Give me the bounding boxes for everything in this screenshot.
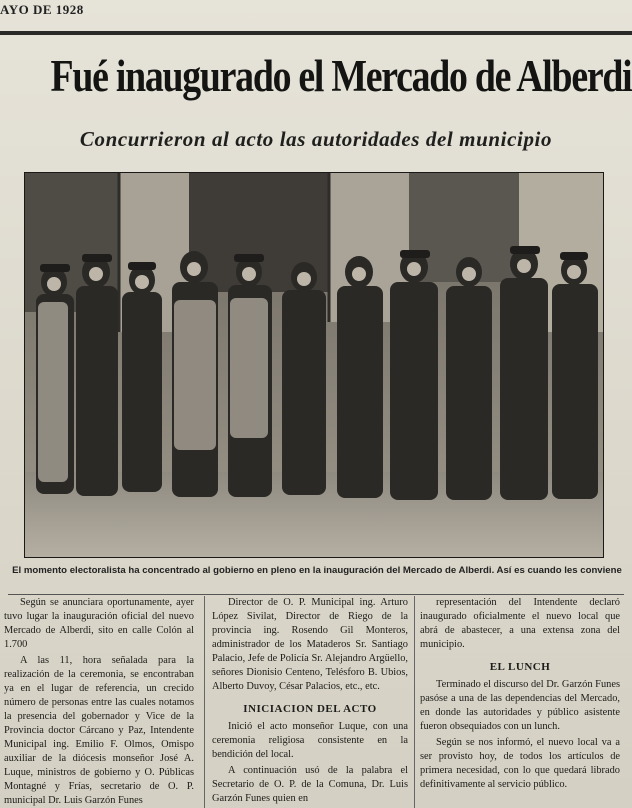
column-divider xyxy=(204,596,205,808)
paragraph: A las 11, hora señalada para la realización de la ceremonia, se encontraban ya en el lugar de referencia, un crecido número de personas entre las cuales notamos la presencia del gobernador y Vice de la Provincia doctor Cárcano y Paz, Intendente Municipal ing. Emilio F. Olmos, Omispo auxiliar de la diócesis monseñor José A. Luque, ministros de gobierno y O. Públicas Montagné y Frías, secretario de O. P. municipal Dr. Luis Garzón Funes xyxy=(4,655,194,806)
crowd-photo-illustration xyxy=(24,172,604,558)
paragraph: A continuación usó de la palabra el Secretario de O. P. de la Comuna, Dr. Luis Garzón Funes quien en xyxy=(212,765,408,804)
paragraph: Director de O. P. Municipal ing. Arturo López Sivilat, Director de Riego de la provincia ing. Rosendo Gil Monteros, administrador de los Mataderos Sr. Santiago Palacio, Jefe de Policía Sr. Alejandro Argüello, señores Dionisio Centeno, Telésforo B. Ubios, Alberto Duvoy, César Palacios, etc., etc. xyxy=(212,597,408,692)
article-column-1 xyxy=(4,596,194,808)
article-column-2 xyxy=(212,596,408,808)
article-column-3 xyxy=(420,596,620,808)
paragraph: Terminado el discurso del Dr. Garzón Funes pasóse a una de las dependencias del Mercado, en donde las autoridades y público asistente fueron obsequiados con un lunch. xyxy=(420,679,620,732)
paragraph: Según se nos informó, el nuevo local va a ser provisto hoy, de todos los artículos de primera necesidad, con lo que quedará librado definitivamente al servicio público. xyxy=(420,737,620,790)
paragraph: representación del Intendente declaró inaugurado oficialmente el nuevo local que abrá de abastecer, a una extensa zona del municipio. xyxy=(420,597,620,650)
subheadline: Concurrieron al acto las autoridades del municipio xyxy=(79,127,553,151)
header-rule xyxy=(0,31,632,35)
headline: Fué inaugurado el Mercado de Alberdi xyxy=(50,51,632,101)
section-heading: INICIACION DEL ACTO xyxy=(243,703,377,715)
page-date-header: AYO DE 1928 xyxy=(0,2,84,17)
paragraph: Según se anunciara oportunamente, ayer tuvo lugar la inauguración oficial del nuevo Mercado de Alberdi, sito en calle Colón al 1.700 xyxy=(4,597,194,650)
photo-caption: El momento electoralista ha concentrado al gobierno en pleno en la inauguración del Mercado de Alberdi. Así es cuando les conviene xyxy=(12,565,622,576)
paragraph: Inició el acto monseñor Luque, con una ceremonia religiosa consistente en la bendición del local. xyxy=(212,721,408,760)
caption-rule xyxy=(8,594,624,595)
column-divider xyxy=(414,596,415,808)
news-photo xyxy=(24,172,604,558)
section-heading: EL LUNCH xyxy=(489,661,551,673)
